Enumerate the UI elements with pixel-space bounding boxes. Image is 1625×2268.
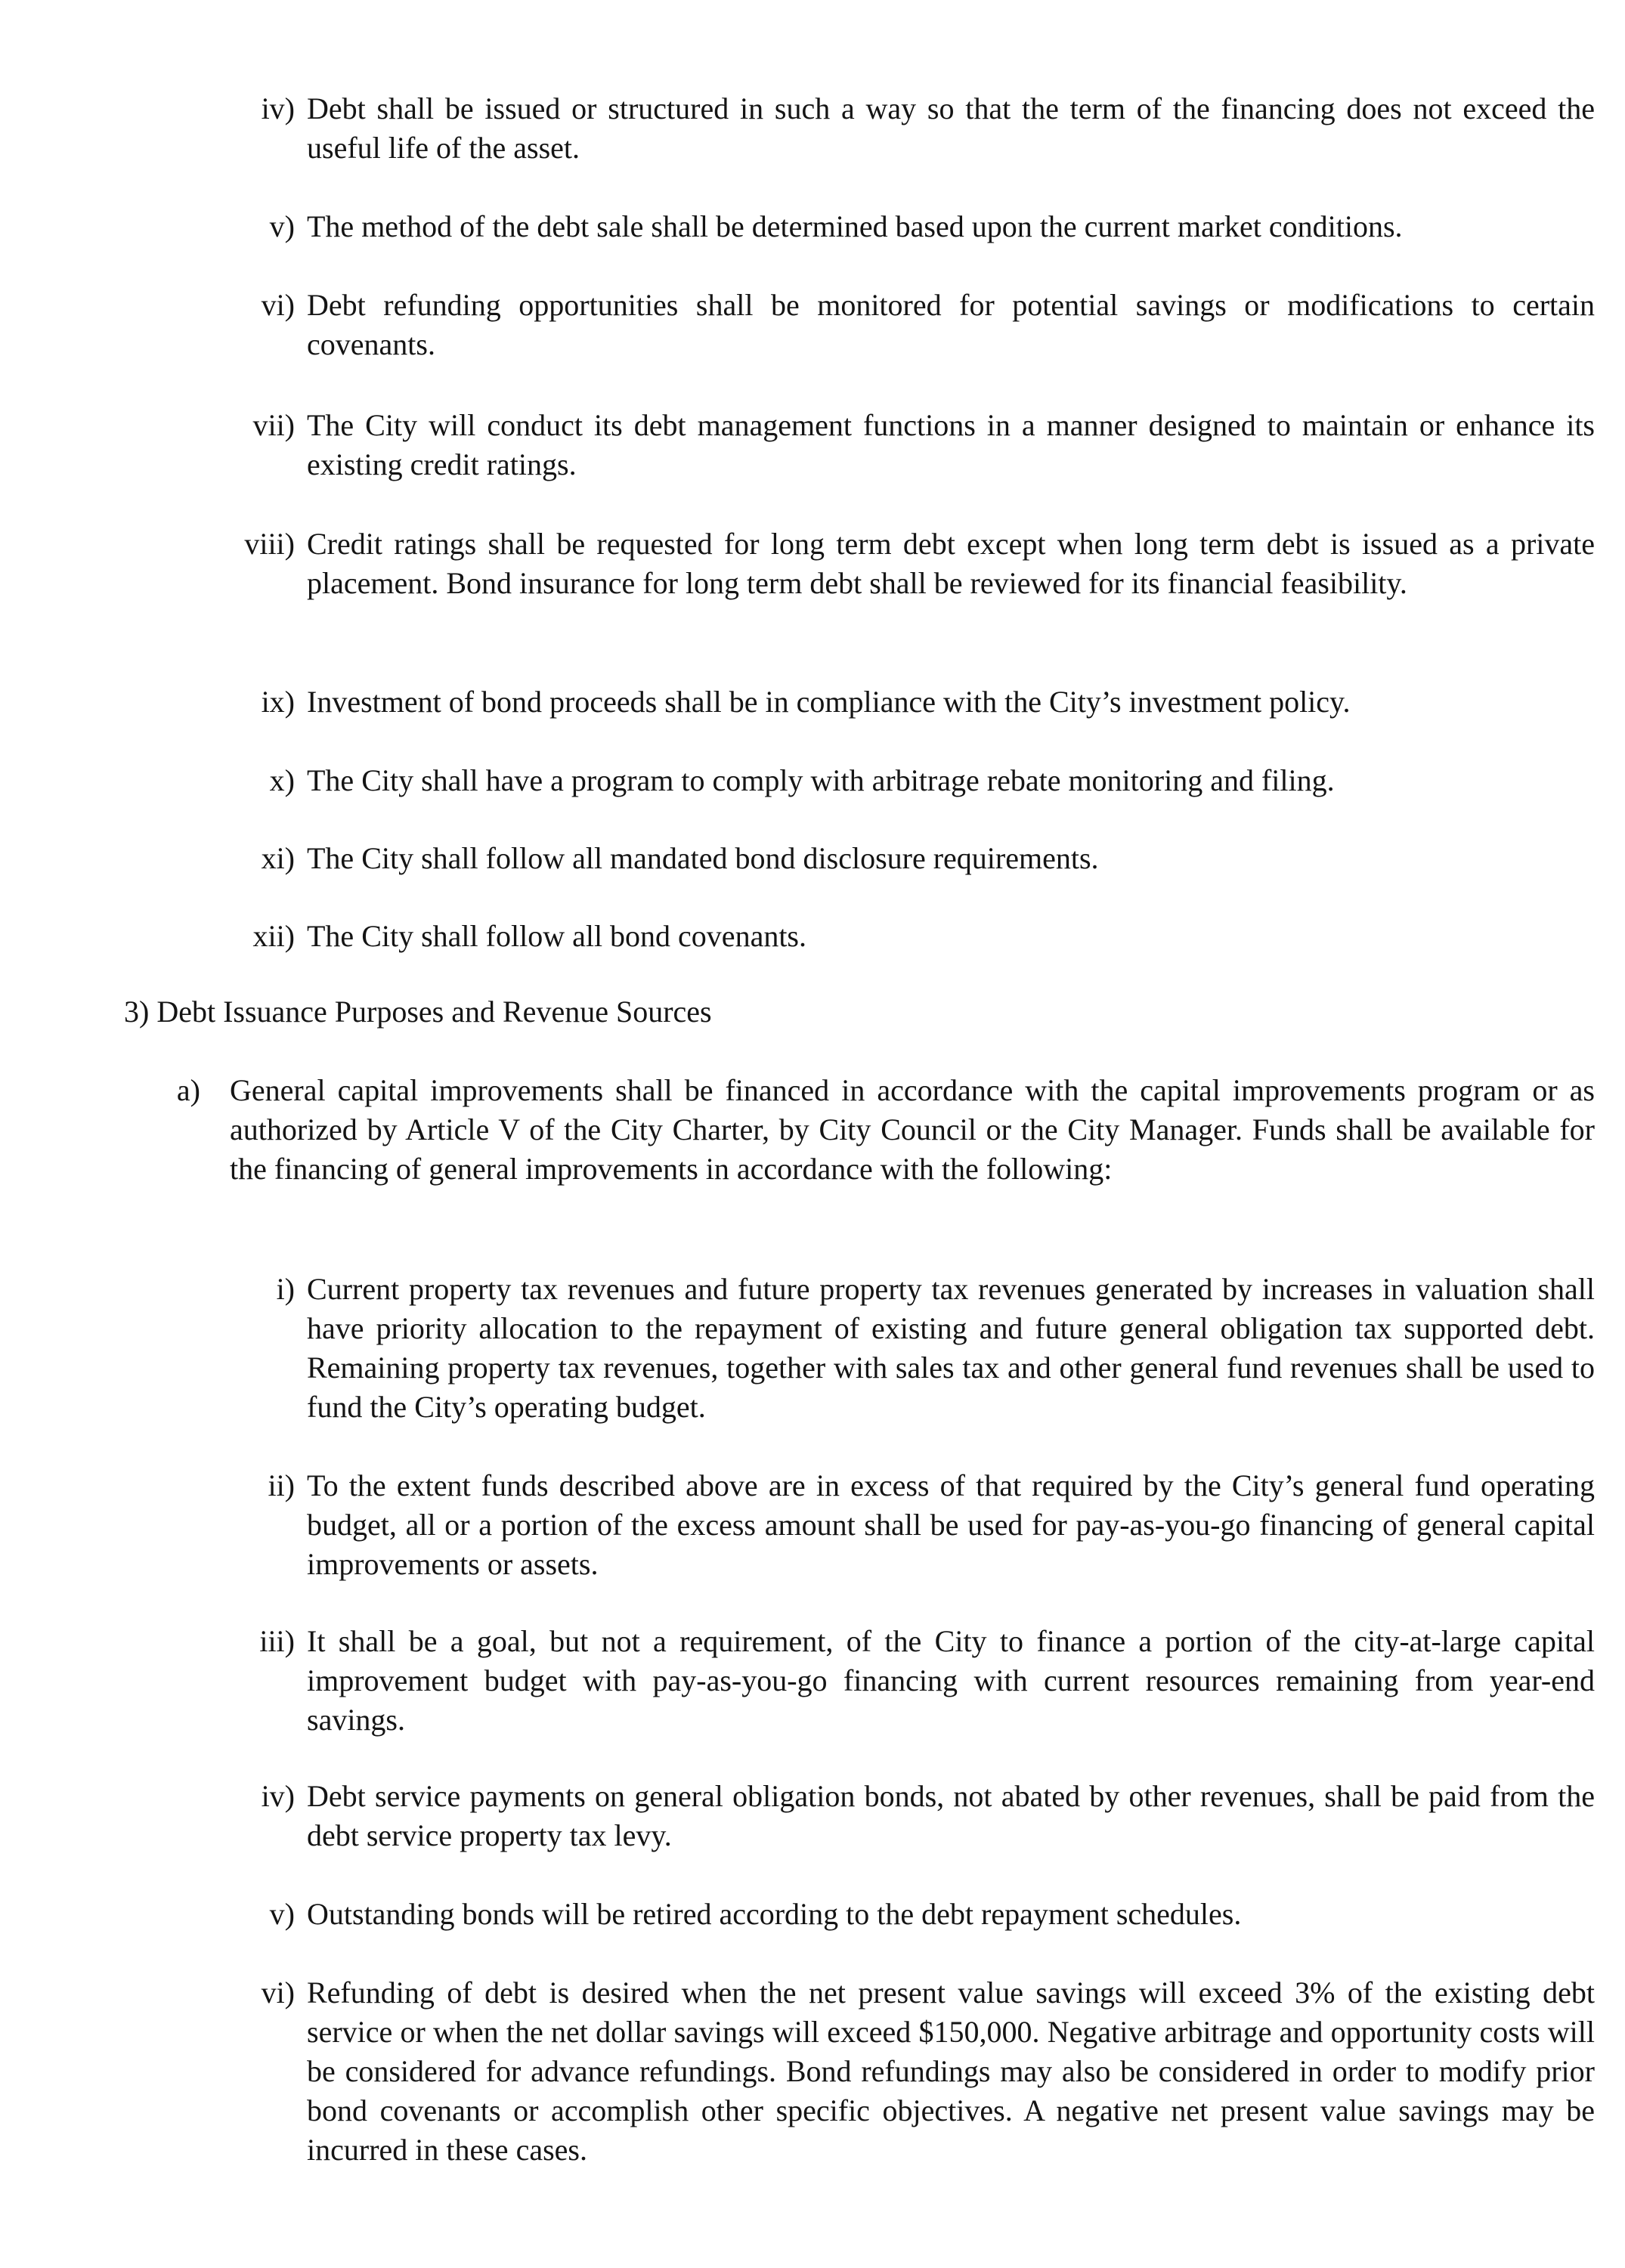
list-item	[227, 207, 1595, 246]
list-item-number: ix)	[261, 685, 295, 719]
list-item-text: Debt service payments on general obligation bonds, not abated by other revenues, shall be paid from the debt service property tax levy.	[307, 1779, 1595, 1852]
list-item-text: Credit ratings shall be requested for long term debt except when long term debt is issued as a private placement. Bond insurance for long term debt shall be reviewed for its financial feasibility.	[307, 527, 1595, 600]
list-item-text: Outstanding bonds will be retired according to the debt repayment schedules.	[307, 1897, 1242, 1931]
subsection-number: a)	[176, 1073, 200, 1107]
list-item	[227, 682, 1595, 722]
list-item-text: Refunding of debt is desired when the net present value savings will exceed 3% of the existing debt service or when the net dollar savings will exceed $150,000. Negative arbitrage and opportunity costs will be considered for advance refundings. Bond refundings may also be considered in order to modify prior bond covenants or accomplish other specific objectives. A negative net present value savings may be incurred in these cases.	[307, 1976, 1595, 2167]
list-item-number: v)	[269, 1897, 295, 1931]
list-item-number: x)	[269, 763, 295, 797]
list-item-number: xi)	[261, 841, 295, 875]
list-item-number: i)	[276, 1272, 295, 1306]
list-item	[227, 286, 1595, 364]
list-item	[227, 1777, 1595, 1855]
list-item-text: Current property tax revenues and future property tax revenues generated by increases in valuation shall have priority allocation to the repayment of existing and future general obligation tax supported debt. Remaining property tax revenues, together with sales tax and other general fund revenues shall be used to fund the City’s operating budget.	[307, 1272, 1595, 1424]
list-item-text: It shall be a goal, but not a requirement, of the City to finance a portion of the city-at-large capital improvement budget with pay-as-you-go financing with current resources remaining from year-end savings.	[307, 1624, 1595, 1737]
list-item-text: Debt refunding opportunities shall be monitored for potential savings or modifications to certain covenants.	[307, 288, 1595, 361]
list-item	[227, 406, 1595, 484]
list-item-text: The City shall follow all mandated bond disclosure requirements.	[307, 841, 1099, 875]
list-item-number: vi)	[261, 288, 295, 322]
subsection-a	[162, 1071, 1595, 1189]
list-item-number: iii)	[259, 1624, 295, 1658]
list-item-text: The City shall follow all bond covenants.	[307, 919, 806, 953]
list-item-number: iv)	[261, 1779, 295, 1813]
list-item	[227, 1466, 1595, 1584]
list-item	[227, 839, 1595, 878]
list-item-number: ii)	[268, 1468, 295, 1502]
list-item-number: viii)	[244, 527, 295, 561]
list-item-number: vi)	[261, 1976, 295, 2010]
section-heading	[124, 992, 712, 1032]
section-title: Debt Issuance Purposes and Revenue Sources	[156, 995, 712, 1029]
list-item	[227, 89, 1595, 168]
list-item-number: vii)	[252, 408, 295, 442]
subsection-text: General capital improvements shall be financed in accordance with the capital improvements program or as authorized by Article V of the City Charter, by City Council or the City Manager. Funds shall be available for the financing of general improvements in accordance with the following:	[230, 1073, 1595, 1186]
list-item-number: v)	[269, 209, 295, 243]
list-item	[227, 524, 1595, 603]
list-item	[227, 1973, 1595, 2170]
list-item-text: The City shall have a program to comply with arbitrage rebate monitoring and filing.	[307, 763, 1335, 797]
list-item-number: iv)	[261, 91, 295, 125]
list-item-number: xii)	[252, 919, 295, 953]
list-item	[227, 1622, 1595, 1740]
list-item	[227, 761, 1595, 800]
list-item-text: Investment of bond proceeds shall be in compliance with the City’s investment policy.	[307, 685, 1351, 719]
list-item	[227, 1270, 1595, 1427]
list-item-text: Debt shall be issued or structured in such a way so that the term of the financing does not exceed the useful life of the asset.	[307, 91, 1595, 165]
list-item-text: To the extent funds described above are in excess of that required by the City’s general fund operating budget, all or a portion of the excess amount shall be used for pay-as-you-go financing of general capital improvements or assets.	[307, 1468, 1595, 1581]
list-item-text: The method of the debt sale shall be determined based upon the current market conditions.	[307, 209, 1403, 243]
list-item-text: The City will conduct its debt management functions in a manner designed to maintain or enhance its existing credit ratings.	[307, 408, 1595, 481]
list-item	[227, 917, 1595, 956]
list-item	[227, 1895, 1595, 1934]
section-number: 3)	[124, 995, 150, 1029]
